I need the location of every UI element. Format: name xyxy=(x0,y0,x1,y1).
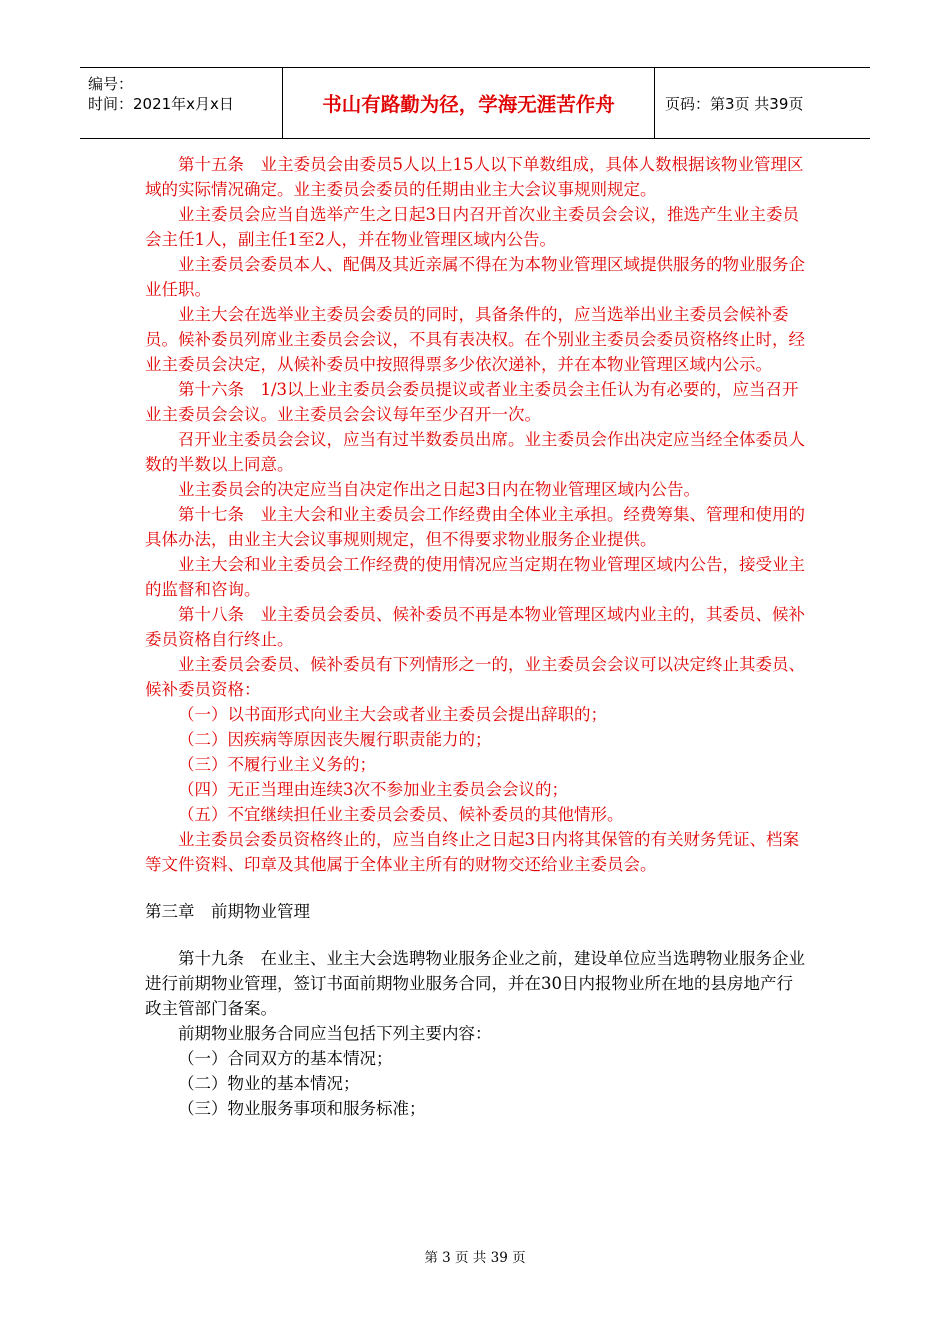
page-header xyxy=(80,67,870,139)
paragraph: 业主委员会委员资格终止的，应当自终止之日起3日内将其保管的有关财务凭证、档案等文件资料、印章及其他属于全体业主所有的财物交还给业主委员会。 xyxy=(145,830,799,874)
list-item: （一）以书面形式向业主大会或者业主委员会提出辞职的； xyxy=(178,705,607,724)
header-meta xyxy=(80,68,283,138)
red-section xyxy=(145,152,805,877)
paragraph: 业主大会在选举业主委员会委员的同时，具备条件的，应当选举出业主委员会候补委员。候补委员列席业主委员会会议，不具有表决权。在个别业主委员会委员资格终止时，经业主委员会决定，从候补委员中按照得票多少依次递补，并在本物业管理区域内公示。 xyxy=(145,305,805,374)
serial-label: 编号： xyxy=(88,75,134,93)
date-label: 时间：2021年x月x日 xyxy=(88,95,234,113)
paragraph: 第十九条 在业主、业主大会选聘物业服务企业之前，建设单位应当选聘物业服务企业进行前期物业管理，签订书面前期物业服务合同，并在30日内报物业所在地的县房地产行政主管部门备案。 xyxy=(145,949,805,1018)
list-item: （四）无正当理由连续3次不参加业主委员会会议的； xyxy=(178,780,568,799)
page-footer: 第 3 页 共 39 页 xyxy=(424,1250,526,1266)
list-item: （五）不宜继续担任业主委员会委员、候补委员的其他情形。 xyxy=(178,805,624,824)
document-body xyxy=(145,152,805,1121)
header-page-code: 页码：第3页 共39页 xyxy=(665,94,804,113)
list-item: （二）物业的基本情况； xyxy=(178,1074,360,1093)
paragraph: 业主委员会应当自选举产生之日起3日内召开首次业主委员会会议，推选产生业主委员会主任1人，副主任1至2人，并在物业管理区域内公告。 xyxy=(145,205,799,249)
list-item: （二）因疾病等原因丧失履行职责能力的； xyxy=(178,730,492,749)
list-item: （三）物业服务事项和服务标准； xyxy=(178,1099,426,1118)
paragraph: 前期物业服务合同应当包括下列主要内容： xyxy=(178,1024,492,1043)
black-section xyxy=(145,899,805,1121)
list-item: （一）合同双方的基本情况； xyxy=(178,1049,393,1068)
chapter-title: 第三章 前期物业管理 xyxy=(145,902,310,921)
paragraph: 第十八条 业主委员会委员、候补委员不再是本物业管理区域内业主的，其委员、候补委员资格自行终止。 xyxy=(145,605,805,649)
paragraph: 第十六条 1/3以上业主委员会委员提议或者业主委员会主任认为有必要的，应当召开业主委员会会议。业主委员会会议每年至少召开一次。 xyxy=(145,380,799,424)
header-motto: 书山有路勤为径，学海无涯苦作舟 xyxy=(283,68,655,138)
paragraph: 业主大会和业主委员会工作经费的使用情况应当定期在物业管理区域内公告，接受业主的监督和咨询。 xyxy=(145,555,805,599)
paragraph: 业主委员会委员本人、配偶及其近亲属不得在为本物业管理区域提供服务的物业服务企业任职。 xyxy=(145,255,805,299)
paragraph: 召开业主委员会会议，应当有过半数委员出席。业主委员会作出决定应当经全体委员人数的半数以上同意。 xyxy=(145,430,805,474)
paragraph: 业主委员会委员、候补委员有下列情形之一的，业主委员会会议可以决定终止其委员、候补委员资格： xyxy=(145,655,805,699)
paragraph: 第十五条 业主委员会由委员5人以上15人以下单数组成，具体人数根据该物业管理区域的实际情况确定。业主委员会委员的任期由业主大会议事规则规定。 xyxy=(145,155,804,199)
paragraph: 业主委员会的决定应当自决定作出之日起3日内在物业管理区域内公告。 xyxy=(178,480,700,499)
list-item: （三）不履行业主义务的； xyxy=(178,755,376,774)
paragraph: 第十七条 业主大会和业主委员会工作经费由全体业主承担。经费筹集、管理和使用的具体办法，由业主大会议事规则规定，但不得要求物业服务企业提供。 xyxy=(145,505,805,549)
